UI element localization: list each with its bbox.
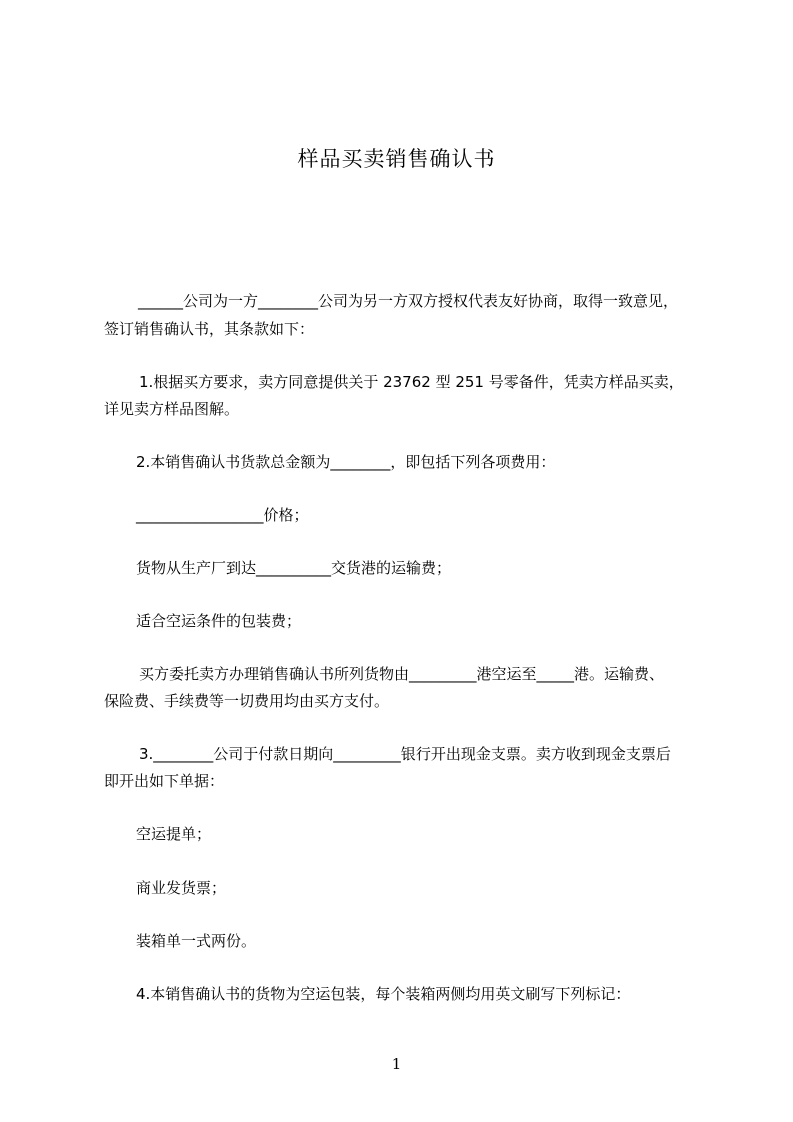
clause-4-line-1: 4.本销售确认书的货物为空运包装，每个装箱两侧均用英文刷写下列标记： [136,985,631,1003]
document-title: 样品买卖销售确认书 [297,147,496,171]
consignment-line-2: 保险费、手续费等一切费用均由买方支付。 [104,692,390,710]
clause-3-line-1: 3.________公司于付款日期向_________银行开出现金支票。卖方收到现金支票后 [139,745,671,763]
document-item-invoice: 商业发货票； [136,879,227,897]
cost-item-transport: 货物从生产厂到达__________交货港的运输费； [136,559,452,577]
paragraph-intro-line-2: 签订销售确认书，其条款如下： [104,320,315,338]
page-number: 1 [391,1055,402,1073]
cost-item-price: _________________价格； [136,506,309,524]
consignment-line-1: 买方委托卖方办理销售确认书所列货物由_________港空运至_____港。运输费、 [139,665,665,683]
clause-2-line-1: 2.本销售确认书货款总金额为________，即包括下列各项费用： [136,453,556,471]
clause-1-line-2: 详见卖方样品图解。 [104,400,240,418]
document-item-airway-bill: 空运提单； [136,825,212,843]
clause-3-line-2: 即开出如下单据： [104,772,225,790]
clause-1-line-1: 1.根据买方要求，卖方同意提供关于 23762 型 251 号零备件，凭卖方样品买卖， [139,373,684,391]
document-item-packing-list: 装箱单一式两份。 [136,932,257,950]
paragraph-intro-line-1: ______公司为一方________公司为另一方双方授权代表友好协商，取得一致意见， [138,292,679,310]
cost-item-packing: 适合空运条件的包装费； [136,612,302,630]
